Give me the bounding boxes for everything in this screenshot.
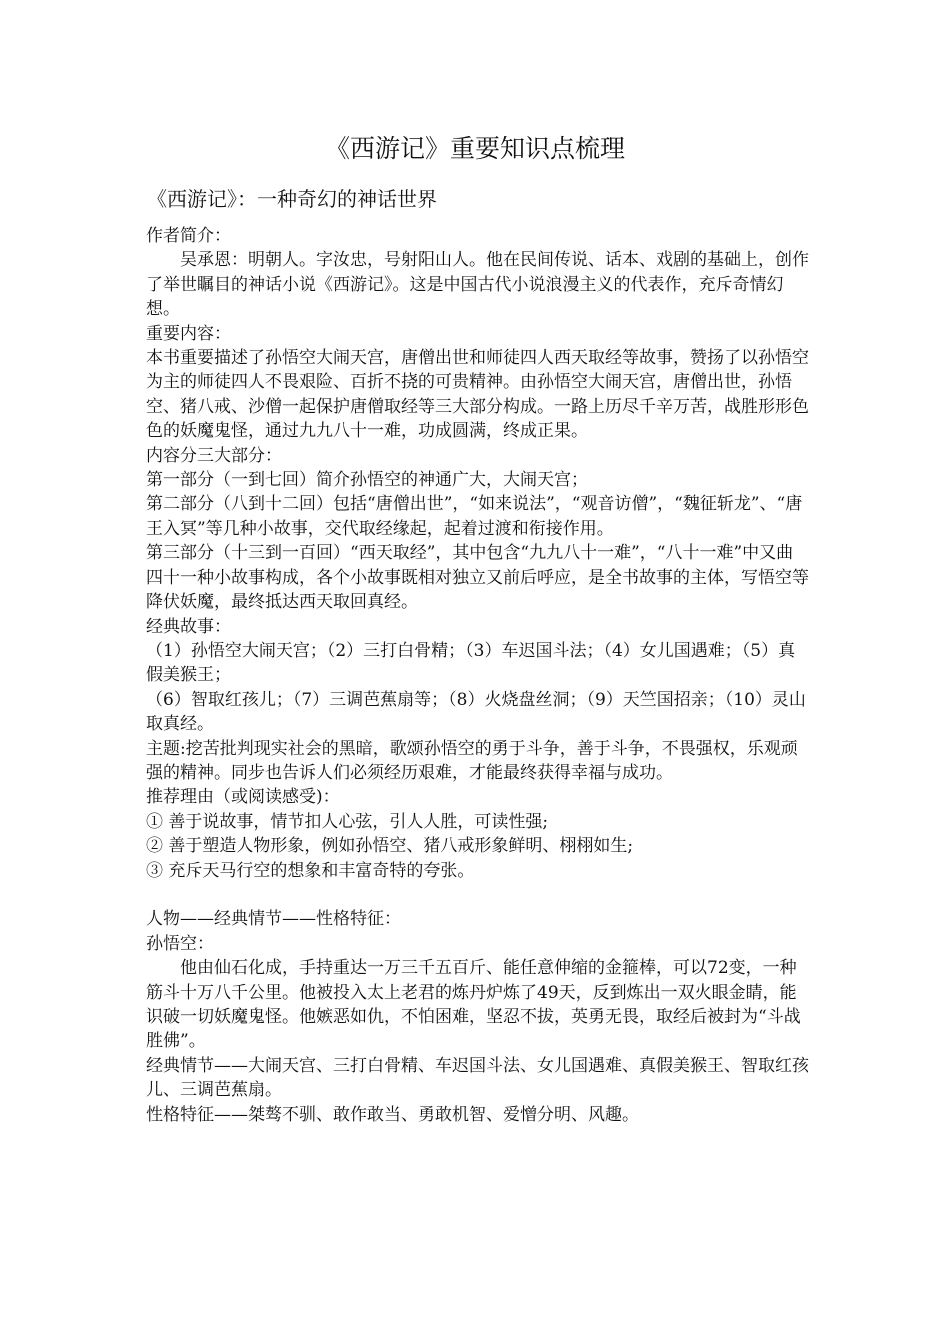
stories-heading: 经典故事： bbox=[146, 616, 231, 637]
part-item: 第一部分（一到七回）简介孙悟空的神通广大，大闹天宫； bbox=[146, 470, 588, 491]
character-traits: 性格特征——桀骜不驯、敢作敢当、勇敢机智、爱憎分明、风趣。 bbox=[146, 1104, 639, 1125]
part-item: 第三部分（十三到一百回）“西天取经”，其中包含“九九八十一难”，“八十一难”中又曲四十一种小故事构成，各个小故事既相对独立又前后呼应，是全书故事的主体，写悟空等降伏妖魔，最终抵达西天取回真经。 bbox=[146, 543, 809, 613]
character-plots: 经典情节——大闹天宫、三打白骨精、车迟国斗法、女儿国遇难、真假美猴王、智取红孩儿、三调芭蕉扇。 bbox=[146, 1055, 809, 1101]
blank-line bbox=[146, 883, 810, 907]
section-subtitle: 《西游记》：一种奇幻的神话世界 bbox=[147, 187, 437, 211]
reasons-heading: 推荐理由（或阅读感受)： bbox=[146, 787, 340, 808]
stories-line: （6）智取红孩儿；（7）三调芭蕉扇等；（8）火烧盘丝洞；（9）天竺国招亲；（10）灵山取真经。 bbox=[146, 689, 806, 735]
character-name: 孙悟空： bbox=[146, 933, 214, 954]
part-item: 第二部分（八到十二回）包括“唐僧出世”，“如来说法”，“观音访僧”，“魏征斩龙”、“唐王入冥”等几种小故事，交代取经缘起，起着过渡和衔接作用。 bbox=[146, 494, 803, 539]
theme-paragraph: 主题:挖苦批判现实社会的黑暗，歌颂孙悟空的勇于斗争，善于斗争，不畏强权，乐观顽强的精神。同步也告诉人们必须经历艰难，才能最终获得幸福与成功。 bbox=[146, 738, 798, 783]
reason-item: ① 善于说故事，情节扣人心弦，引人人胜，可读性强; bbox=[146, 811, 549, 832]
page-title: 《西游记》重要知识点梳理 bbox=[324, 134, 625, 163]
content-paragraph: 本书重要描述了孙悟空大闹天宫，唐僧出世和师徒四人西天取经等故事，赞扬了以孙悟空为主的师徒四人不畏艰险、百折不挠的可贵精神。由孙悟空大闹天宫，唐僧出世，孙悟空、猪八戒、沙僧一起保护唐僧取经等三大部分构成。一路上历尽千辛万苦，战胜形形色色的妖魔鬼怪，通过九九八十一难，功成圆满，终成正果。 bbox=[146, 348, 809, 442]
author-heading: 作者简介： bbox=[146, 226, 231, 246]
parts-heading: 内容分三大部分： bbox=[146, 445, 282, 466]
content-heading: 重要内容： bbox=[146, 323, 231, 344]
character-description: 他由仙石化成，手持重达一万三千五百斤、能任意伸缩的金箍棒，可以72变，一种筋斗十万八千公里。他被投入太上老君的炼丹炉炼了49天，反到炼出一双火眼金睛，能识破一切妖魔鬼怪。他嫉恶如仇，不怕困难，坚忍不拔，英勇无畏，取经后被封为“斗战胜佛”。 bbox=[146, 958, 801, 1052]
characters-heading: 人物——经典情节——性格特征： bbox=[146, 909, 401, 930]
document-body bbox=[146, 224, 810, 1127]
author-paragraph: 吴承恩：明朝人。字汝忠，号射阳山人。他在民间传说、话本、戏剧的基础上，创作了举世瞩目的神话小说《西游记》。这是中国古代小说浪漫主义的代表作，充斥奇情幻想。 bbox=[146, 250, 809, 320]
stories-line: （1）孙悟空大闹天宫；（2）三打白骨精；（3）车迟国斗法；（4）女儿国遇难；（5）真假美猴王； bbox=[146, 640, 796, 686]
reason-item: ② 善于塑造人物形象，例如孙悟空、猪八戒形象鲜明、栩栩如生; bbox=[146, 836, 634, 857]
reason-item: ③ 充斥天马行空的想象和丰富奇特的夸张。 bbox=[146, 860, 475, 881]
